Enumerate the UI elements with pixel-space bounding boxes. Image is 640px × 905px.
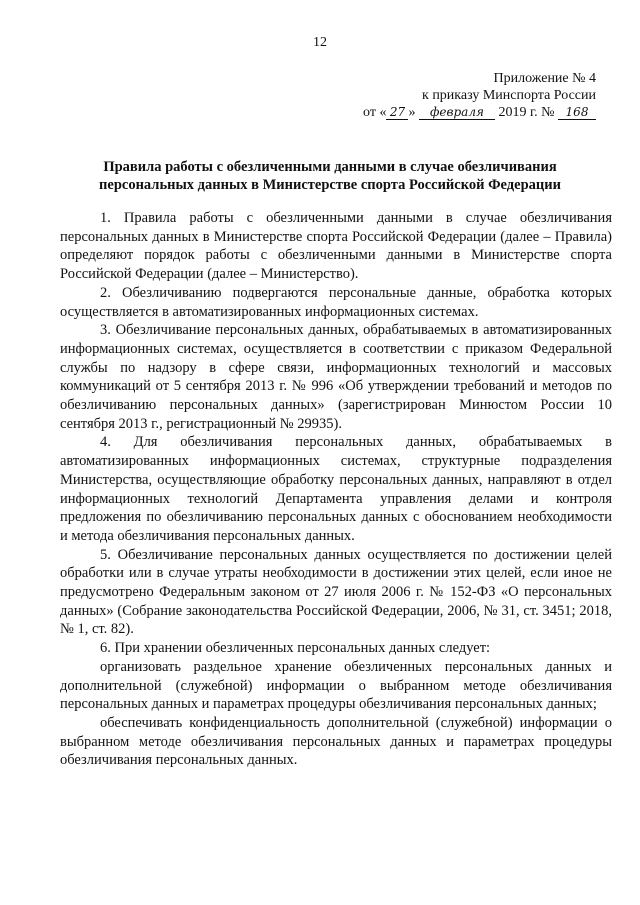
paragraph-6-item-2: обеспечивать конфиденциальность дополнительной (служебной) информации о выбранном методе обезличивания персональных данных и параметрах процедуры обезличивания персональных данных. (60, 714, 612, 769)
page-number: 12 (313, 35, 327, 50)
date-year: 2019 г. № (498, 105, 555, 120)
paragraph-3: 3. Обезличивание персональных данных, обрабатываемых в автоматизированных информационных системах, осуществляется в соответствии с приказом Федеральной службы по надзору в сфере связи, информационных технологий и массовых коммуникаций от 5 сентября 2013 г. № 996 «Об утверждении требований и методов по обезличиванию персональных данных» (зарегистрирован Минюстом России 10 сентября 2013 г., регистрационный № 29935). (60, 322, 612, 432)
paragraph-1: 1. Правила работы с обезличенными данными в случае обезличивания персональных данных в Министерстве спорта Российской Федерации (далее – Правила) определяют порядок работы с обезличенными данными в Министерстве спорта Российской Федерации (далее – Министерство). (60, 210, 612, 283)
appendix-title: Приложение № 4 (493, 71, 596, 86)
paragraph-6-item-1: организовать раздельное хранение обезличенных персональных данных и дополнительной (служебной) информации о выбранном методе обезличивания персональных данных и параметрах процедуры обезличивания персональных данных; (60, 658, 612, 713)
document-body (60, 209, 612, 770)
handwritten-order-number: 168 (558, 105, 596, 120)
paragraph-2: 2. Обезличиванию подвергаются персональные данные, обработка которых осуществляется в автоматизированных информационных системах. (60, 284, 612, 320)
paragraph-6: 6. При хранении обезличенных персональных данных следует: (100, 640, 491, 657)
appendix-date-line (363, 104, 596, 121)
handwritten-day: 27 (386, 105, 408, 120)
appendix-order-reference: к приказу Минспорта России (422, 88, 596, 103)
handwritten-month: февраля (419, 105, 495, 120)
appendix-header (363, 70, 596, 121)
date-mid: » (408, 105, 416, 120)
paragraph-5: 5. Обезличивание персональных данных осуществляется по достижении целей обработки или в случае утраты необходимости в достижении этих целей, если иное не предусмотрено Федеральным законом от 27 июля 2006 г. № 152-ФЗ «О персональных данных» (Собрание законодательства Российской Федерации, 2006, № 31, ст. 3451; 2018, № 1, ст. 82). (60, 546, 612, 638)
date-prefix: от « (363, 105, 387, 120)
paragraph-4: 4. Для обезличивания персональных данных, обрабатываемых в автоматизированных информационных системах, структурные подразделения Министерства, осуществляющие обработку персональных данных, направляют в отдел информационных технологий Департамента управления делами и контроля предложения по обезличиванию персональных данных с обоснованием необходимости и метода обезличивания персональных данных. (60, 434, 612, 544)
document-title-line-1: Правила работы с обезличенными данными в случае обезличивания (103, 159, 557, 175)
document-title-line-2: персональных данных в Министерстве спорта Российской Федерации (99, 177, 561, 193)
document-title (60, 158, 600, 194)
